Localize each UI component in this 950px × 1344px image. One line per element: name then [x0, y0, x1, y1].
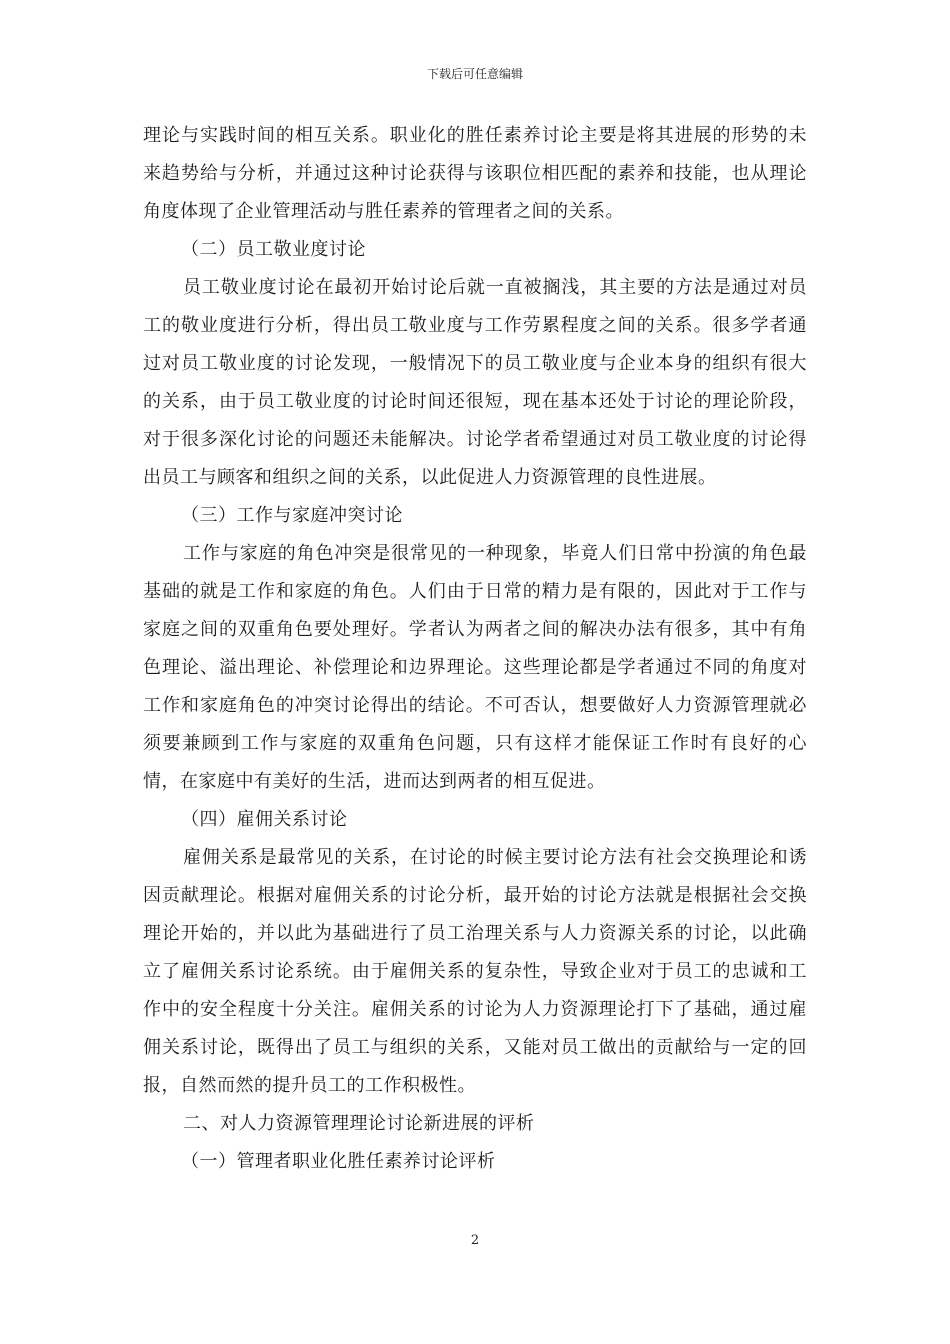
paragraph-work-family-conflict: 工作与家庭的角色冲突是很常见的一种现象，毕竟人们日常中扮演的角色最基础的就是工作和家庭的角色。人们由于日常的精力是有限的，因此对于工作与家庭之间的双重角色要处理好。学者认为两者之间的解决办法有很多，其中有角色理论、溢出理论、补偿理论和边界理论。这些理论都是学者通过不同的角度对工作和家庭角色的冲突讨论得出的结论。不可否认，想要做好人力资源管理就必须要兼顾到工作与家庭的双重角色问题，只有这样才能保证工作时有良好的心情，在家庭中有美好的生活，进而达到两者的相互促进。 [143, 543, 807, 792]
subheading-competency-evaluation: （一）管理者职业化胜任素养讨论评析 [181, 1151, 496, 1172]
paragraph-employment-relations: 雇佣关系是最常见的关系，在讨论的时候主要讨论方法有社会交换理论和诱因贡献理论。根据对雇佣关系的讨论分析，最开始的讨论方法就是根据社会交换理论开始的，并以此为基础进行了员工治理关系与人力资源关系的讨论，以此确立了雇佣关系讨论系统。由于雇佣关系的复杂性，导致企业对于员工的忠诚和工作中的安全程度十分关注。雇佣关系的讨论为人力资源理论打下了基础，通过雇佣关系讨论，既得出了员工与组织的关系，又能对员工做出的贡献给与一定的回报，自然而然的提升员工的工作积极性。 [143, 847, 807, 1096]
subheading-employment-relations: （四）雇佣关系讨论 [181, 809, 348, 830]
subheading-employee-engagement: （二）员工敬业度讨论 [181, 239, 366, 260]
paragraph-employee-engagement: 员工敬业度讨论在最初开始讨论后就一直被搁浅，其主要的方法是通过对员工的敬业度进行分析，得出员工敬业度与工作劳累程度之间的关系。很多学者通过对员工敬业度的讨论发现，一般情况下的员工敬业度与企业本身的组织有很大的关系，由于员工敬业度的讨论时间还很短，现在基本还处于讨论的理论阶段，对于很多深化讨论的问题还未能解决。讨论学者希望通过对员工敬业度的讨论得出员工与顾客和组织之间的关系，以此促进人力资源管理的良性进展。 [143, 277, 807, 488]
page-header: 下载后可任意编辑 [426, 67, 523, 81]
section-heading-evaluation: 二、对人力资源管理理论讨论新进展的评析 [183, 1113, 535, 1134]
subheading-work-family-conflict: （三）工作与家庭冲突讨论 [181, 505, 403, 526]
document-body [143, 117, 807, 1181]
page-number: 2 [470, 1233, 480, 1248]
paragraph-continuation: 理论与实践时间的相互关系。职业化的胜任素养讨论主要是将其进展的形势的未来趋势给与分析，并通过这种讨论获得与该职位相匹配的素养和技能，也从理论角度体现了企业管理活动与胜任素养的管理者之间的关系。 [143, 125, 807, 222]
